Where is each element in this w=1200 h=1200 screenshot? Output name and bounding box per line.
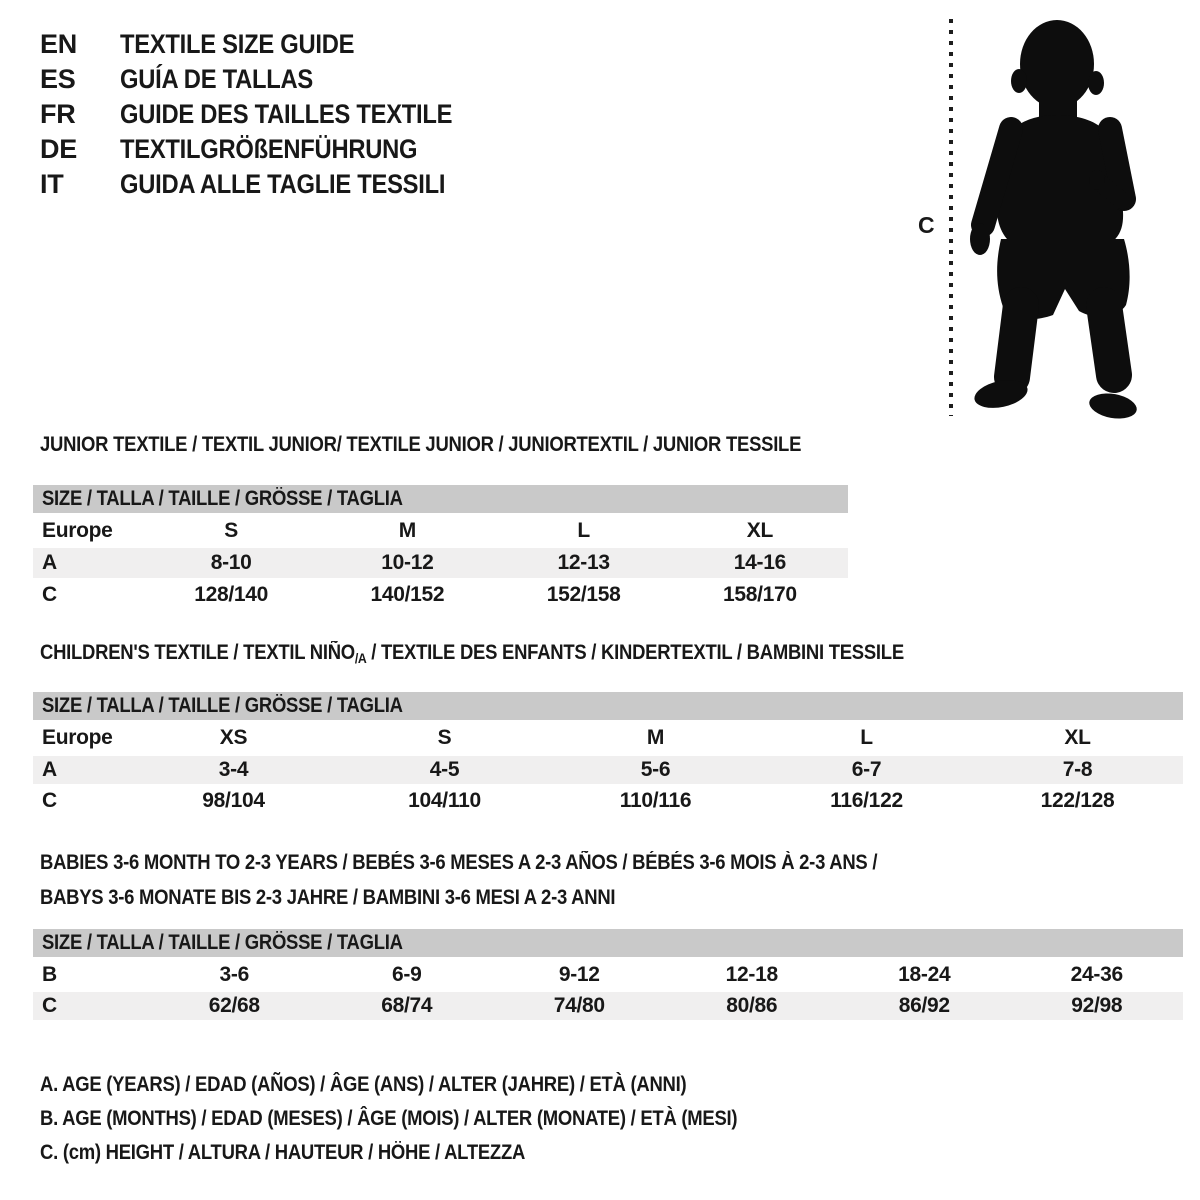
cell: 86/92 [898,994,950,1017]
col-header: XS [219,726,248,749]
height-measure-label: C [918,212,935,238]
children-section-title [40,641,1022,670]
cell: 10-12 [381,551,434,574]
cell: 24-36 [1070,962,1123,986]
cell: 12-18 [725,962,778,986]
language-code: FR [40,99,76,129]
cell: 18-24 [898,962,951,986]
col-header: L [577,518,590,542]
language-code: EN [40,29,77,59]
cell: 98/104 [202,789,265,812]
babies-section-title [40,845,991,915]
junior-size-table [33,485,848,612]
cell: 74/80 [553,994,605,1017]
children-section-title-text [40,641,904,670]
babies-title-line2-wrap [40,880,991,915]
table-row-b [33,957,1183,992]
children-title-post: / TEXTILE DES ENFANTS / KINDERTEXTIL / BAMBINI TESSILE [366,641,904,664]
cell: 128/140 [194,583,269,606]
language-row-en [40,27,498,62]
row-label: Europe [42,726,113,749]
cell: 116/122 [830,789,903,812]
size-header-bar [33,692,1183,720]
children-title-sub: /A [354,650,367,666]
table-row-c [33,578,848,612]
language-row-fr [40,97,498,132]
col-header: S [224,518,238,542]
cell: 8-10 [210,551,252,574]
cell: 122/128 [1040,789,1115,812]
cell: 92/98 [1071,994,1123,1017]
measure-legend [40,1068,832,1170]
table-row-a [33,548,848,578]
cell: 140/152 [370,583,445,606]
size-header-label: SIZE / TALLA / TAILLE / GRÖSSE / TAGLIA [42,931,403,954]
col-header: XL [746,518,773,542]
babies-size-table [33,929,1183,1020]
language-row-de [40,132,498,167]
column-header-row [33,720,1183,756]
language-label: TEXTILE SIZE GUIDE [120,29,355,59]
col-header: L [860,726,873,749]
language-code: DE [40,134,77,164]
toddler-silhouette-icon [970,20,1139,420]
row-label: A [42,551,57,574]
cell: 9-12 [558,962,600,986]
size-header-bar [33,929,1183,957]
size-header-label: SIZE / TALLA / TAILLE / GRÖSSE / TAGLIA [42,487,403,510]
col-header: XL [1064,726,1091,749]
babies-title-line1-wrap [40,845,991,880]
language-label: GUÍA DE TALLAS [120,64,313,94]
row-label: B [42,962,57,986]
cell: 3-6 [219,962,249,986]
cell: 68/74 [381,994,433,1017]
cell: 3-4 [218,758,249,781]
row-label: Europe [42,518,113,542]
cell: 152/158 [546,583,621,606]
language-row-es [40,62,498,97]
cell: 110/116 [619,789,692,812]
language-list [40,27,498,202]
col-header: M [398,518,416,542]
language-label: TEXTILGRÖßENFÜHRUNG [120,134,418,164]
language-label: GUIDE DES TAILLES TEXTILE [120,99,453,129]
row-label: A [42,758,57,781]
legend-line-c [40,1136,832,1170]
col-header: S [437,726,452,749]
toddler-silhouette-figure [915,15,1145,420]
language-label: GUIDA ALLE TAGLIE TESSILI [120,169,446,199]
col-header: M [646,726,665,749]
row-label: C [42,994,57,1017]
junior-section-title [40,433,905,457]
cell: 80/86 [726,994,778,1017]
size-header-label: SIZE / TALLA / TAILLE / GRÖSSE / TAGLIA [42,694,403,717]
legend-line-c-text: C. (cm) HEIGHT / ALTURA / HAUTEUR / HÖHE / ALTEZZA [40,1141,526,1164]
size-header-bar [33,485,848,513]
cell: 14-16 [733,551,786,574]
babies-title-line1: BABIES 3-6 MONTH TO 2-3 YEARS / BEBÉS 3-6 MESES A 2-3 AÑOS / BÉBÉS 3-6 MOIS À 2-3 ANS / [40,851,878,874]
cell: 7-8 [1062,758,1093,781]
legend-line-a [40,1068,832,1102]
column-header-row [33,513,848,548]
cell: 12-13 [557,551,610,574]
table-row-c [33,992,1183,1020]
table-row-c [33,784,1183,818]
language-code: IT [40,169,64,199]
table-row-a [33,756,1183,784]
children-title-pre: CHILDREN'S TEXTILE / TEXTIL NIÑO [40,641,355,664]
language-code: ES [40,64,76,94]
row-label: C [42,789,57,812]
junior-section-title-text: JUNIOR TEXTILE / TEXTIL JUNIOR/ TEXTILE JUNIOR / JUNIORTEXTIL / JUNIOR TESSILE [40,433,802,456]
cell: 62/68 [208,994,260,1017]
legend-line-b-text: B. AGE (MONTHS) / EDAD (MESES) / ÂGE (MOIS) / ALTER (MONATE) / ETÀ (MESI) [40,1107,738,1130]
cell: 104/110 [408,789,481,812]
babies-title-line2: BABYS 3-6 MONATE BIS 2-3 JAHRE / BAMBINI 3-6 MESI A 2-3 ANNI [40,886,616,909]
cell: 6-7 [851,758,882,781]
row-label: C [42,583,57,606]
cell: 6-9 [392,962,422,986]
legend-line-a-text: A. AGE (YEARS) / EDAD (AÑOS) / ÂGE (ANS) / ALTER (JAHRE) / ETÀ (ANNI) [40,1073,687,1096]
cell: 5-6 [640,758,671,781]
cell: 158/170 [722,583,797,606]
language-row-it [40,167,498,202]
cell: 4-5 [429,758,460,781]
children-size-table [33,692,1183,818]
legend-line-b [40,1102,832,1136]
